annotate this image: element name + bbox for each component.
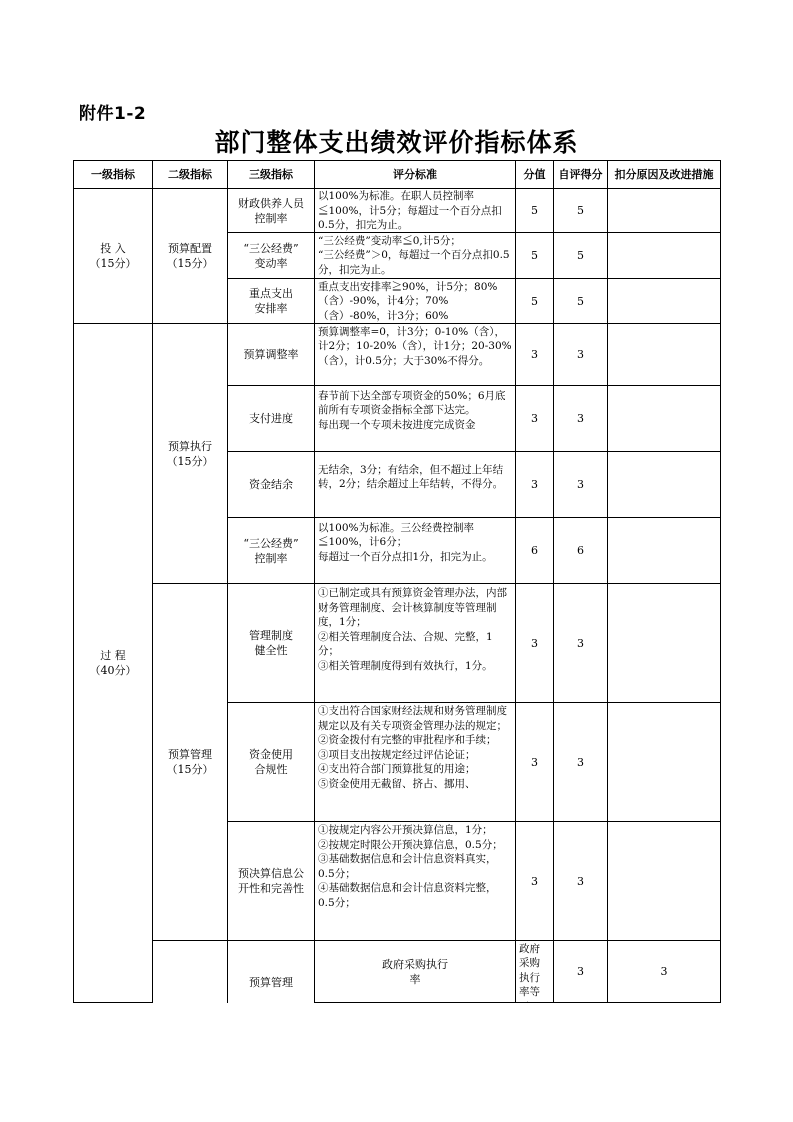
header-self-score: 自评得分 — [554, 161, 608, 189]
header-level1: 一级指标 — [74, 161, 153, 189]
reason-cell — [608, 703, 721, 822]
criteria-text: 以100%为标准。在职人员控制率≦100%，计5分；每超过一个百分点扣0.5分，扣完为止。 — [318, 190, 502, 231]
reason-cell — [608, 189, 721, 233]
header-row — [74, 161, 721, 189]
header-level2: 二级指标 — [153, 161, 228, 189]
criteria-text: 无结余，3分；有结余，但不超过上年结转，2分；结余超过上年结转，不得分。 — [318, 463, 504, 490]
level3-cell: 资金结余 — [228, 452, 315, 518]
score-cell: 3 — [516, 452, 554, 518]
table-row — [74, 584, 721, 703]
header-criteria: 评分标准 — [315, 161, 516, 189]
level2-budget-mgmt-continued — [228, 941, 315, 1003]
level3-cell: 预决算信息公 开性和完善性 — [228, 822, 315, 941]
attachment-label: 附件1-2 — [79, 104, 147, 124]
level1-input: 投 入 （15分） — [74, 189, 153, 324]
level2-budget-config: 预算配置 （15分） — [153, 189, 228, 324]
criteria-cell — [516, 941, 554, 1003]
level3-cell: 预算调整率 — [228, 324, 315, 386]
level2-budget-exec: 预算执行 （15分） — [153, 324, 228, 584]
criteria-cell — [315, 189, 516, 233]
criteria-text: “三公经费”变动率≦0,计5分； “三公经费”＞0，每超过一个百分点扣0.5分，扣完为止。 — [318, 234, 510, 276]
reason-cell — [608, 386, 721, 452]
score-cell: 3 — [554, 941, 608, 1003]
criteria-text: 以100%为标准。三公经费控制率≦100%，计6分； 每超过一个百分点扣1分，扣完为止。 — [318, 521, 493, 563]
reason-cell — [608, 324, 721, 386]
level3-cell: 支付进度 — [228, 386, 315, 452]
score-cell: 3 — [516, 703, 554, 822]
criteria-text: ①按规定内容公开预决算信息，1分； ②按规定时限公开预决算信息，0.5分； ③基础数据信息和会计信息资料真实，0.5分； ④基础数据信息和会计信息资料完整，0.5分； — [318, 824, 503, 909]
score-cell: 5 — [516, 233, 554, 279]
reason-cell — [608, 518, 721, 584]
criteria-text: ①已制定或具有预算资金管理办法，内部财务管理制度、会计核算制度等管理制度，1分； ②相关管理制度合法、合规、完整，1分； ③相关管理制度得到有效执行，1分。 — [318, 587, 507, 672]
criteria-cell — [315, 822, 516, 941]
criteria-cell — [315, 233, 516, 279]
reason-cell — [608, 233, 721, 279]
criteria-text: 预算调整率=0，计3分；0-10%（含），计2分；10-20%（含），计1分；20-30%（含），计0.5分；大于30%不得分。 — [318, 325, 512, 367]
self-score-cell: 3 — [608, 941, 721, 1003]
level3-cell: 政府采购执行 率 — [315, 941, 516, 1003]
score-cell: 3 — [516, 584, 554, 703]
header-deduction-reason: 扣分原因及改进措施 — [608, 161, 721, 189]
level3-cell: 资金使用 合规性 — [228, 703, 315, 822]
score-cell: 3 — [516, 324, 554, 386]
self-score-cell: 3 — [554, 822, 608, 941]
header-score: 分值 — [516, 161, 554, 189]
criteria-cell — [315, 386, 516, 452]
level2-continued-text: 预算管理 — [249, 975, 293, 989]
self-score-cell: 5 — [554, 279, 608, 324]
self-score-cell: 3 — [554, 386, 608, 452]
criteria-cell — [315, 324, 516, 386]
table-row — [74, 324, 721, 386]
score-cell: 5 — [516, 279, 554, 324]
self-score-cell: 3 — [554, 703, 608, 822]
score-cell: 5 — [516, 189, 554, 233]
indicator-table — [73, 160, 721, 1003]
criteria-text: ①支出符合国家财经法规和财务管理制度规定以及有关专项资金管理办法的规定； ②资金拨付有完整的审批程序和手续； ③项目支出按规定经过评估论证； ④支出符合部门预算批复的用途； ⑤资金使用无截留、挤占、挪用、 — [318, 705, 507, 790]
level1-process: 过 程 （40分） — [74, 324, 153, 1003]
criteria-cell — [315, 584, 516, 703]
level2-budget-mgmt: 预算管理 （15分） — [153, 584, 228, 941]
reason-cell — [608, 452, 721, 518]
score-cell: 6 — [516, 518, 554, 584]
criteria-text: 重点支出安排率≧90%，计5分；80%（含）-90%，计4分；70%（含）-80%，计3分；60% — [318, 280, 498, 322]
criteria-text: 政府采购执行率等 — [519, 942, 540, 998]
self-score-cell: 6 — [554, 518, 608, 584]
level1-continued — [153, 941, 228, 1003]
self-score-cell: 3 — [554, 452, 608, 518]
self-score-cell: 3 — [554, 584, 608, 703]
table-row — [74, 941, 721, 1003]
header-level3: 三级指标 — [228, 161, 315, 189]
self-score-cell: 5 — [554, 189, 608, 233]
criteria-cell — [315, 518, 516, 584]
self-score-cell: 5 — [554, 233, 608, 279]
score-cell: 3 — [516, 386, 554, 452]
score-cell: 3 — [516, 822, 554, 941]
table-row — [74, 189, 721, 233]
criteria-cell — [315, 452, 516, 518]
document-title: 部门整体支出绩效评价指标体系 — [214, 128, 579, 157]
self-score-cell: 3 — [554, 324, 608, 386]
level3-cell: 管理制度 健全性 — [228, 584, 315, 703]
level3-cell: 财政供养人员 控制率 — [228, 189, 315, 233]
reason-cell — [608, 279, 721, 324]
reason-cell — [608, 822, 721, 941]
level3-cell: 重点支出 安排率 — [228, 279, 315, 324]
criteria-cell — [315, 703, 516, 822]
reason-cell — [608, 584, 721, 703]
criteria-text: 春节前下达全部专项资金的50%；6月底前所有专项资金指标全部下达完。 每出现一个专项未按进度完成资金 — [318, 389, 506, 431]
level3-cell: “三公经费” 控制率 — [228, 518, 315, 584]
criteria-cell — [315, 279, 516, 324]
level3-cell: “三公经费” 变动率 — [228, 233, 315, 279]
